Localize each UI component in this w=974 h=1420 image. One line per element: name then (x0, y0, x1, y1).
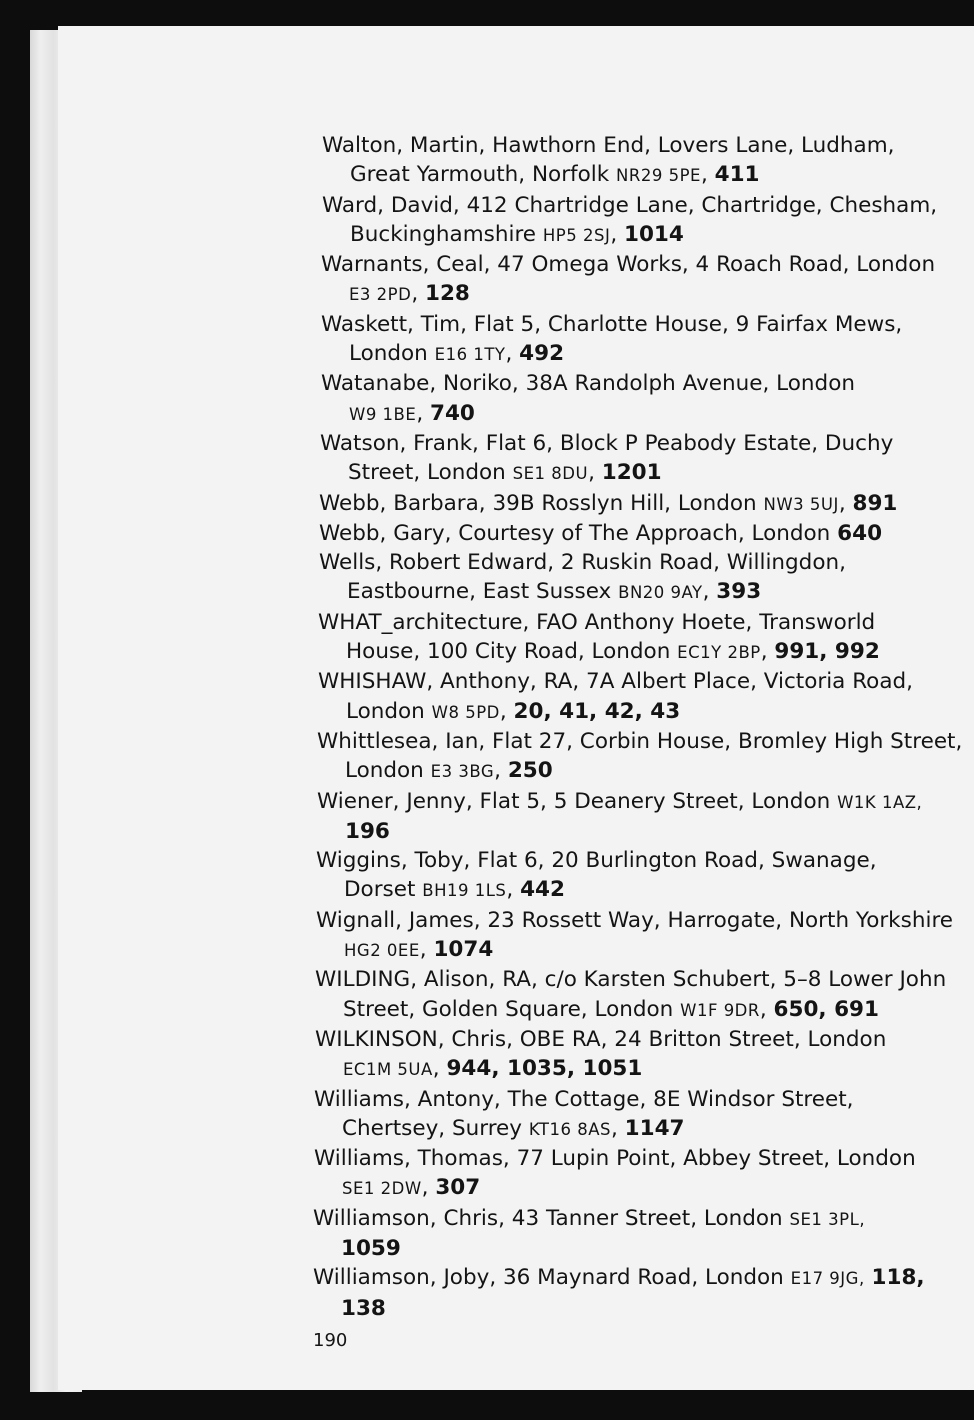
index-entry: Williamson, Joby, 36 Maynard Road, London E17 9JG, 118, 138 (313, 1265, 925, 1321)
index-entry: Williams, Thomas, 77 Lupin Point, Abbey Street, London SE1 2DW, 307 (314, 1146, 916, 1201)
index-entry: WILDING, Alison, RA, c/o Karsten Schubert, 5–8 Lower John Street, Golden Square, London W1F 9DR, 650, 691 (315, 967, 947, 1022)
index-entries (58, 131, 974, 1323)
index-entry: WHISHAW, Anthony, RA, 7A Albert Place, Victoria Road, London W8 5PD, 20, 41, 42, 43 (318, 669, 913, 724)
index-entry: Waskett, Tim, Flat 5, Charlotte House, 9 Fairfax Mews, London E16 1TY, 492 (321, 311, 903, 367)
index-entry: Ward, David, 412 Chartridge Lane, Chartridge, Chesham, Buckinghamshire HP5 2SJ, 1014 (322, 192, 938, 247)
index-entry: Williamson, Chris, 43 Tanner Street, London SE1 3PL, 1059 (313, 1205, 866, 1261)
index-entry: Warnants, Ceal, 47 Omega Works, 4 Roach Road, London E3 2PD, 128 (321, 252, 936, 307)
index-entry: Wiggins, Toby, Flat 6, 20 Burlington Road, Swanage, Dorset BH19 1LS, 442 (316, 848, 877, 903)
page-number: 190 (313, 1330, 348, 1351)
index-entry: Webb, Barbara, 39B Rosslyn Hill, London NW3 5UJ, 891 (319, 490, 898, 516)
index-entry: Webb, Gary, Courtesy of The Approach, London 640 (319, 520, 883, 546)
index-entry: Wiener, Jenny, Flat 5, 5 Deanery Street, London W1K 1AZ, 196 (317, 788, 923, 844)
book-page (58, 26, 974, 1390)
index-entry: Watson, Frank, Flat 6, Block P Peabody Estate, Duchy Street, London SE1 8DU, 1201 (320, 430, 894, 486)
index-entry: Walton, Martin, Hawthorn End, Lovers Lane, Ludham, Great Yarmouth, Norfolk NR29 5PE, 411 (322, 133, 895, 188)
index-entry: Wignall, James, 23 Rossett Way, Harrogate, North Yorkshire HG2 0EE, 1074 (316, 907, 954, 963)
index-entry: WILKINSON, Chris, OBE RA, 24 Britton Street, London EC1M 5UA, 944, 1035, 1051 (315, 1026, 887, 1082)
index-entry: Wells, Robert Edward, 2 Ruskin Road, Willingdon, Eastbourne, East Sussex BN20 9AY, 393 (319, 550, 846, 605)
index-entry: Williams, Antony, The Cottage, 8E Windsor Street, Chertsey, Surrey KT16 8AS, 1147 (314, 1086, 854, 1141)
index-entry: WHAT_architecture, FAO Anthony Hoete, Transworld House, 100 City Road, London EC1Y 2BP, 991, 992 (318, 609, 880, 665)
index-entry: Watanabe, Noriko, 38A Randolph Avenue, London W9 1BE, 740 (321, 371, 855, 426)
index-entry: Whittlesea, Ian, Flat 27, Corbin House, Bromley High Street, London E3 3BG, 250 (317, 728, 963, 784)
